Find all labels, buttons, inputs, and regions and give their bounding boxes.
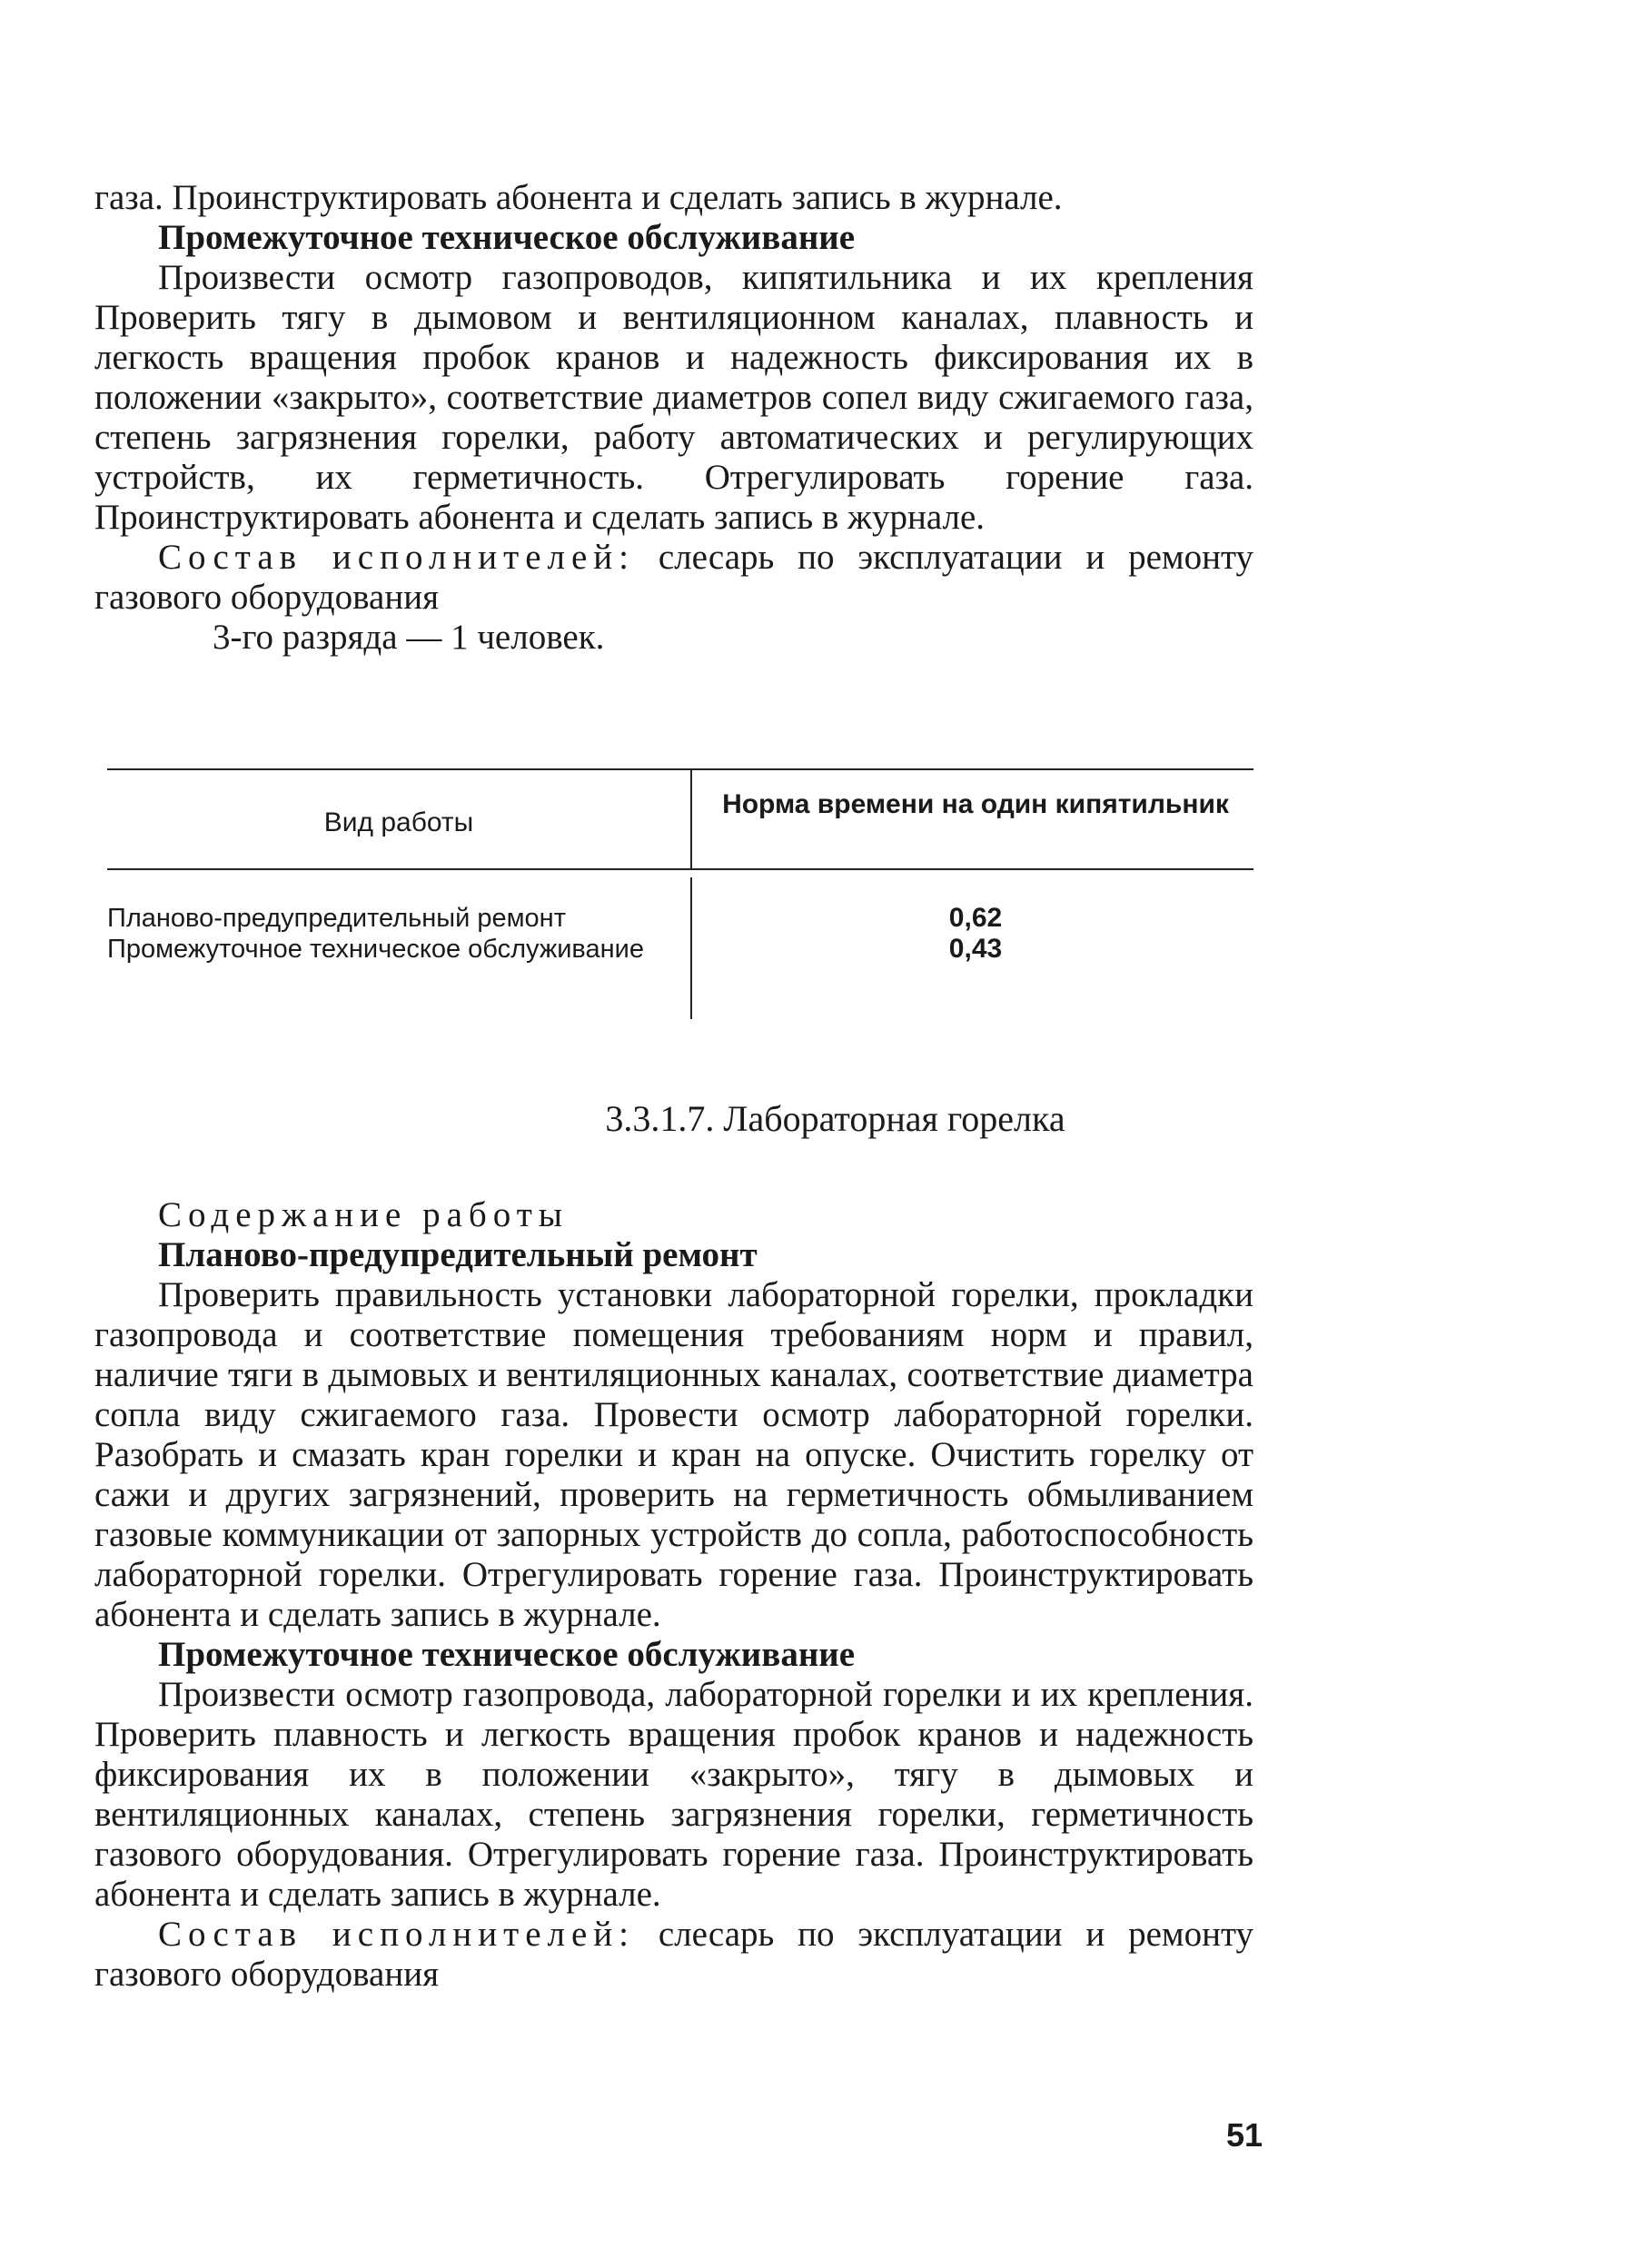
- table-cell-work: Промежуточное техническое обслуживание: [107, 935, 644, 964]
- heading-interim-service: Промежуточное техническое обслуживание: [158, 218, 856, 257]
- top-block: [94, 178, 1253, 658]
- section-title: 3.3.1.7. Лабораторная горелка: [605, 1098, 1065, 1139]
- norm-table: [107, 768, 1253, 1023]
- table-cell-norm: 0,43: [948, 934, 1003, 964]
- page-number: 51: [1226, 2116, 1263, 2154]
- table-body-divider: [690, 877, 692, 1019]
- section-body: [94, 1195, 1253, 1995]
- table-header-divider: [690, 768, 692, 868]
- staff-label: Состав исполнителей:: [158, 1915, 635, 1954]
- heading-ppr: Планово-предупредительный ремонт: [158, 1235, 758, 1274]
- staff-text: слесарь по эксплуатации и ремонту газового оборудования: [94, 1915, 1253, 1994]
- interim-service-text: Произвести осмотр газопровода, лабораторной горелки и их крепления. Проверить плавность и легкость вращения пробок кранов и надежность фиксирования их в положении «закрыто», тягу в дымовых и вентиляционных каналах, степень загрязнения горелки, герметичность газового оборудования. Отрегулировать горение газа. Проинструктировать абонента и сделать запись в журнале.: [94, 1675, 1253, 1914]
- content-label: Содержание работы: [158, 1195, 569, 1234]
- table-top-rule: [107, 768, 1253, 770]
- table-cell-work: Планово-предупредительный ремонт: [107, 904, 566, 933]
- table-header-work: Вид работы: [323, 807, 474, 837]
- ppr-text: Проверить правильность установки лабораторной горелки, прокладки газопровода и соответствие помещения требованиям норм и правил, наличие тяги в дымовых и вентиляционных каналах, соответствие диаметра сопла виду сжигаемого газа. Провести осмотр лабораторной горелки. Разобрать и смазать кран горелки и кран на опуске. Очистить горелку от сажи и других загрязнений, проверить на герметичность обмыливанием газовые коммуникации от запорных устройств до сопла, работоспособность лабораторной горелки. Отрегулировать горение газа. Проинструктировать абонента и сделать запись в журнале.: [94, 1275, 1253, 1634]
- heading-interim-service: Промежуточное техническое обслуживание: [158, 1635, 856, 1674]
- table-cell-norm: 0,62: [948, 903, 1003, 933]
- staff-paragraph: [94, 538, 1253, 618]
- table-header-norm: Норма времени на один кипятильник: [722, 789, 1229, 819]
- staff-text: слесарь по эксплуатации и ремонту газового оборудования: [94, 538, 1253, 617]
- table-norm-cells: [698, 903, 1253, 965]
- table-work-cells: [107, 903, 689, 965]
- staff-tail: 3-го разряда — 1 человек.: [213, 618, 605, 657]
- interim-service-text: Произвести осмотр газопроводов, кипятильника и их крепления Проверить тягу в дымовом и вентиляционном каналах, плавность и легкость вращения пробок кранов и надежность фиксирования их в положении «закрыто», соответствие диаметров сопел виду сжигаемого газа, степень загрязнения горелки, работу автоматических и регулирующих устройств, их герметичность. Отрегулировать горение газа. Проинструктировать абонента и сделать запись в журнале.: [94, 258, 1253, 537]
- continued-paragraph: газа. Проинструктировать абонента и сделать запись в журнале.: [94, 178, 1063, 217]
- staff-paragraph: [94, 1915, 1253, 1995]
- staff-label: Состав исполнителей:: [158, 538, 635, 577]
- table-header-rule: [107, 868, 1253, 870]
